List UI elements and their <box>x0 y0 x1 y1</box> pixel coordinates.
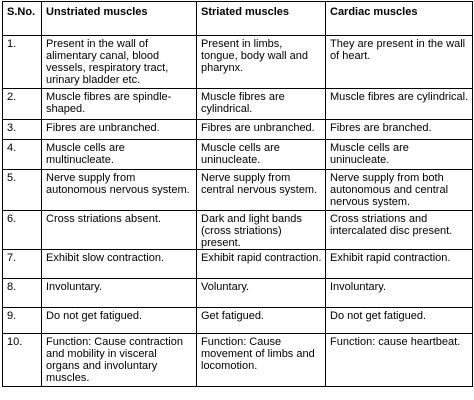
table-row <box>3 250 473 279</box>
table-row <box>3 334 473 387</box>
cell-cardiac: Involuntary. <box>326 279 473 308</box>
table-row <box>3 36 473 89</box>
cell-striated: Present in limbs, tongue, body wall and pharynx. <box>197 36 326 89</box>
cell-cardiac: Cross striations and intercalated disc present. <box>326 211 473 250</box>
cell-serial-number: 2. <box>3 89 42 120</box>
cell-cardiac: Muscle fibres are cylindrical. <box>326 89 473 120</box>
header-cardiac-muscles: Cardiac muscles <box>326 2 473 36</box>
table-row <box>3 120 473 140</box>
cell-striated: Nerve supply from central nervous system. <box>197 170 326 211</box>
table-header-row <box>3 2 473 36</box>
cell-striated: Muscle fibres are cylindrical. <box>197 89 326 120</box>
cell-cardiac: They are present in the wall of heart. <box>326 36 473 89</box>
table-row <box>3 140 473 170</box>
table-row <box>3 279 473 308</box>
cell-serial-number: 4. <box>3 140 42 170</box>
cell-serial-number: 7. <box>3 250 42 279</box>
cell-cardiac: Function: cause heartbeat. <box>326 334 473 387</box>
muscle-comparison-table <box>2 1 473 387</box>
cell-serial-number: 1. <box>3 36 42 89</box>
cell-cardiac: Fibres are branched. <box>326 120 473 140</box>
cell-unstriated: Function: Cause contraction and mobility in visceral organs and involuntary muscles. <box>42 334 197 387</box>
table-row <box>3 89 473 120</box>
table-row <box>3 308 473 334</box>
cell-striated: Exhibit rapid contraction. <box>197 250 326 279</box>
cell-cardiac: Muscle cells are uninucleate. <box>326 140 473 170</box>
cell-unstriated: Cross striations absent. <box>42 211 197 250</box>
cell-unstriated: Fibres are unbranched. <box>42 120 197 140</box>
cell-cardiac: Exhibit rapid contraction. <box>326 250 473 279</box>
cell-striated: Get fatigued. <box>197 308 326 334</box>
cell-unstriated: Muscle fibres are spindle-shaped. <box>42 89 197 120</box>
cell-striated: Voluntary. <box>197 279 326 308</box>
cell-serial-number: 9. <box>3 308 42 334</box>
header-unstriated-muscles: Unstriated muscles <box>42 2 197 36</box>
header-striated-muscles: Striated muscles <box>197 2 326 36</box>
cell-unstriated: Do not get fatigued. <box>42 308 197 334</box>
cell-unstriated: Muscle cells are multinucleate. <box>42 140 197 170</box>
cell-serial-number: 3. <box>3 120 42 140</box>
cell-unstriated: Nerve supply from autonomous nervous system. <box>42 170 197 211</box>
table-row <box>3 211 473 250</box>
cell-cardiac: Do not get fatigued. <box>326 308 473 334</box>
cell-serial-number: 8. <box>3 279 42 308</box>
cell-unstriated: Involuntary. <box>42 279 197 308</box>
header-serial-number: S.No. <box>3 2 42 36</box>
table-row <box>3 170 473 211</box>
cell-striated: Function: Cause movement of limbs and locomotion. <box>197 334 326 387</box>
cell-serial-number: 5. <box>3 170 42 211</box>
cell-serial-number: 10. <box>3 334 42 387</box>
cell-striated: Fibres are unbranched. <box>197 120 326 140</box>
cell-serial-number: 6. <box>3 211 42 250</box>
cell-unstriated: Exhibit slow contraction. <box>42 250 197 279</box>
cell-striated: Muscle cells are uninucleate. <box>197 140 326 170</box>
cell-striated: Dark and light bands (cross striations) present. <box>197 211 326 250</box>
cell-unstriated: Present in the wall of alimentary canal, blood vessels, respiratory tract, urinary bladder etc. <box>42 36 197 89</box>
cell-cardiac: Nerve supply from both autonomous and central nervous system. <box>326 170 473 211</box>
